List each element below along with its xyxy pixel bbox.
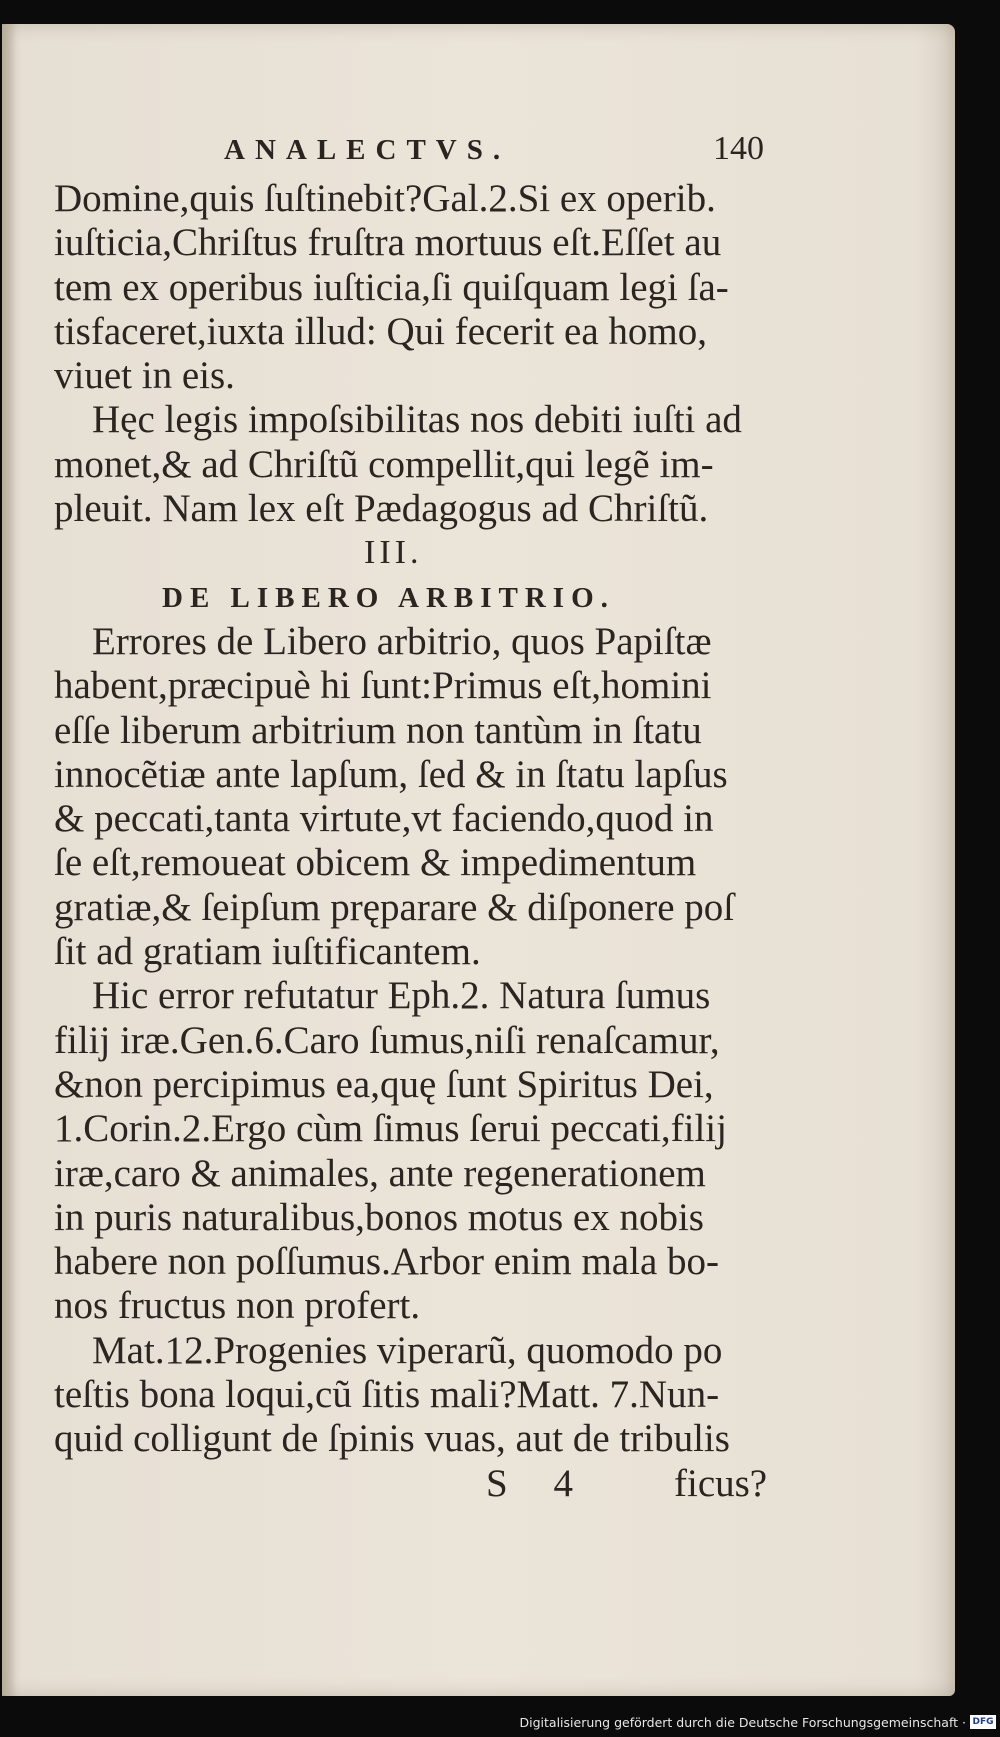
text-line: eſſe liberum arbitrium non tantùm in ſtatu [54, 708, 702, 752]
text-line: Mat.12.Progenies viperarũ, quomodo po [92, 1328, 723, 1372]
signature-mark: S 4 [486, 1461, 591, 1505]
page-gutter-shadow [2, 24, 16, 1696]
text-line: ſit ad gratiam iuſtificantem. [54, 930, 481, 974]
text-line: gratiæ,& ſeipſum pręparare & diſponere poſ [54, 885, 735, 929]
running-head: ANALECTVS. [224, 134, 511, 166]
text-line: teſtis bona loqui,cũ ſitis mali?Matt. 7.Nun- [54, 1373, 720, 1417]
section-number: III. [364, 534, 423, 572]
section-heading: DE LIBERO ARBITRIO. [162, 581, 615, 614]
text-line: Hic error refutatur Eph.2. Natura ſumus [92, 974, 711, 1018]
text-line: viuet in eis. [54, 354, 235, 398]
text-line: Errores de Libero arbitrio, quos Papiſtæ [92, 619, 712, 663]
text-line: filij iræ.Gen.6.Caro ſumus,niſi renaſcamur, [54, 1018, 720, 1062]
text-line: monet,& ad Chriſtũ compellit,qui legẽ im- [54, 442, 714, 486]
page-header [54, 130, 764, 174]
text-line: Hęc legis impoſsibilitas nos debiti iuſti ad [92, 398, 742, 442]
funding-credit: Digitalisierung gefördert durch die Deutsche Forschungsgemeinschaft · [519, 1715, 966, 1730]
book-page [2, 24, 955, 1696]
text-line: pleuit. Nam lex eſt Pædagogus ad Chriſtũ. [54, 487, 709, 531]
text-line: quid colligunt de ſpinis vuas, aut de tribulis [54, 1417, 730, 1461]
text-line: tem ex operibus iuſticia,ſi quiſquam legi ſa- [54, 265, 729, 309]
text-line: habere non poſſumus.Arbor enim mala bo- [54, 1240, 719, 1284]
text-line: nos fructus non profert. [54, 1284, 421, 1328]
text-line: iræ,caro & animales, ante regenerationem [54, 1151, 706, 1195]
body-text [54, 177, 769, 1506]
text-line: tisfaceret,iuxta illud: Qui fecerit ea homo, [54, 309, 708, 353]
text-line: iuſticia,Chriſtus fruſtra mortuus eſt.Eſſet au [54, 221, 722, 265]
digitization-footer [0, 1709, 1000, 1737]
text-line: ſe eſt,remoueat obicem & impedimentum [54, 841, 697, 885]
dfg-logo-icon: DFG [970, 1715, 996, 1729]
text-line: Domine,quis ſuſtinebit?Gal.2.Si ex operib. [54, 177, 716, 220]
text-line: & peccati,tanta virtute,vt faciendo,quod in [54, 797, 714, 841]
catchword: ficus? [674, 1461, 768, 1505]
page-number: 140 [713, 130, 764, 167]
text-line: innocẽtiæ ante lapſum, ſed & in ſtatu lapſus [54, 752, 728, 796]
signature-line [54, 1462, 769, 1506]
text-line: 1.Corin.2.Ergo cùm ſimus ſerui peccati,filij [54, 1107, 727, 1151]
text-line: &non percipimus ea,quę ſunt Spiritus Dei, [54, 1062, 714, 1106]
text-line: in puris naturalibus,bonos motus ex nobis [54, 1195, 704, 1239]
text-line: habent,præcipuè hi ſunt:Primus eſt,homini [54, 664, 712, 708]
